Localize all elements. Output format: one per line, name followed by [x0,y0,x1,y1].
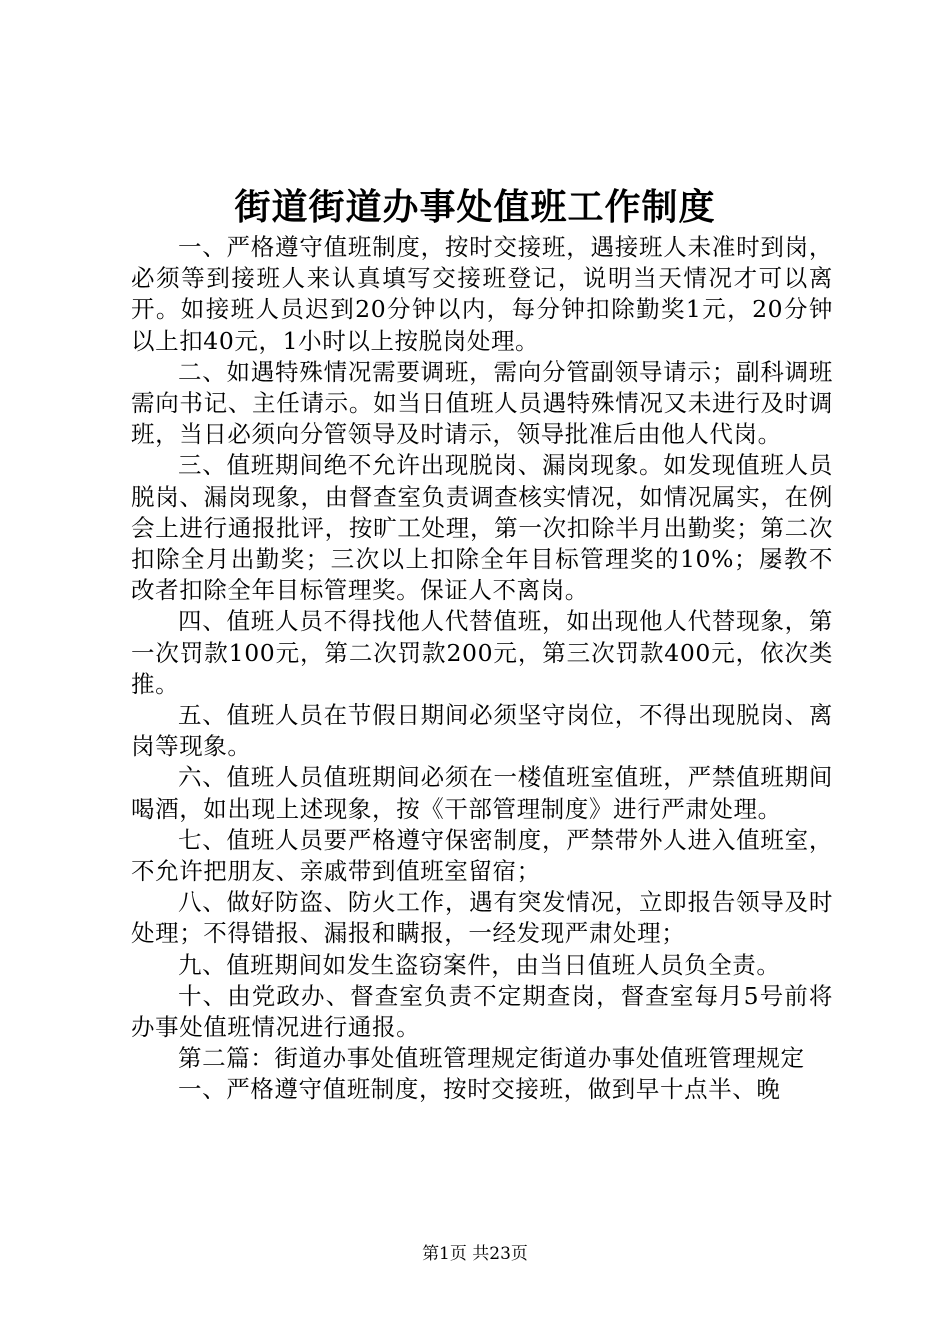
paragraph-10: 十、由党政办、督查室负责不定期查岗，督查室每月5号前将办事处值班情况进行通报。 [131,981,833,1042]
page-title: 街道街道办事处值班工作制度 [234,186,716,228]
paragraph-3: 三、值班期间绝不允许出现脱岗、漏岗现象。如发现值班人员脱岗、漏岗现象，由督查室负责调查核实情况，如情况属实，在例会上进行通报批评，按旷工处理，第一次扣除半月出勤奖；第二次扣除全月出勤奖；三次以上扣除全年目标管理奖的10%；屡教不改者扣除全年目标管理奖。保证人不离岗。 [131,451,833,605]
paragraph-9: 九、值班期间如发生盗窃案件，由当日值班人员负全责。 [178,950,781,979]
section-heading-second-part: 第二篇：街道办事处值班管理规定街道办事处值班管理规定 [178,1044,805,1073]
paragraph-1: 一、严格遵守值班制度，按时交接班，遇接班人未准时到岗，必须等到接班人来认真填写交接班登记，说明当天情况才可以离开。如接班人员迟到20分钟以内，每分钟扣除勤奖1元，20分钟以上扣40元，1小时以上按脱岗处理。 [131,233,833,355]
paragraph-6: 六、值班人员值班期间必须在一楼值班室值班，严禁值班期间喝酒，如出现上述现象，按《干部管理制度》进行严肃处理。 [131,763,833,823]
paragraph-12: 一、严格遵守值班制度，按时交接班，做到早十点半、晚 [178,1075,781,1104]
document-body [131,232,833,1106]
paragraph-7: 七、值班人员要严格遵守保密制度，严禁带外人进入值班室，不允许把朋友、亲戚带到值班室留宿； [131,825,833,886]
paragraph-5: 五、值班人员在节假日期间必须坚守岗位，不得出现脱岗、离岗等现象。 [131,701,833,761]
paragraph-4: 四、值班人员不得找他人代替值班，如出现他人代替现象，第一次罚款100元，第二次罚款200元，第三次罚款400元，依次类推。 [131,607,833,698]
paragraph-8: 八、做好防盗、防火工作，遇有突发情况，立即报告领导及时处理；不得错报、漏报和瞒报，一经发现严肃处理； [131,888,833,948]
page-number: 第1页 共23页 [422,1244,528,1264]
paragraph-2: 二、如遇特殊情况需要调班，需向分管副领导请示；副科调班需向书记、主任请示。如当日值班人员遇特殊情况又未进行及时调班，当日必须向分管领导及时请示，领导批准后由他人代岗。 [131,357,833,449]
